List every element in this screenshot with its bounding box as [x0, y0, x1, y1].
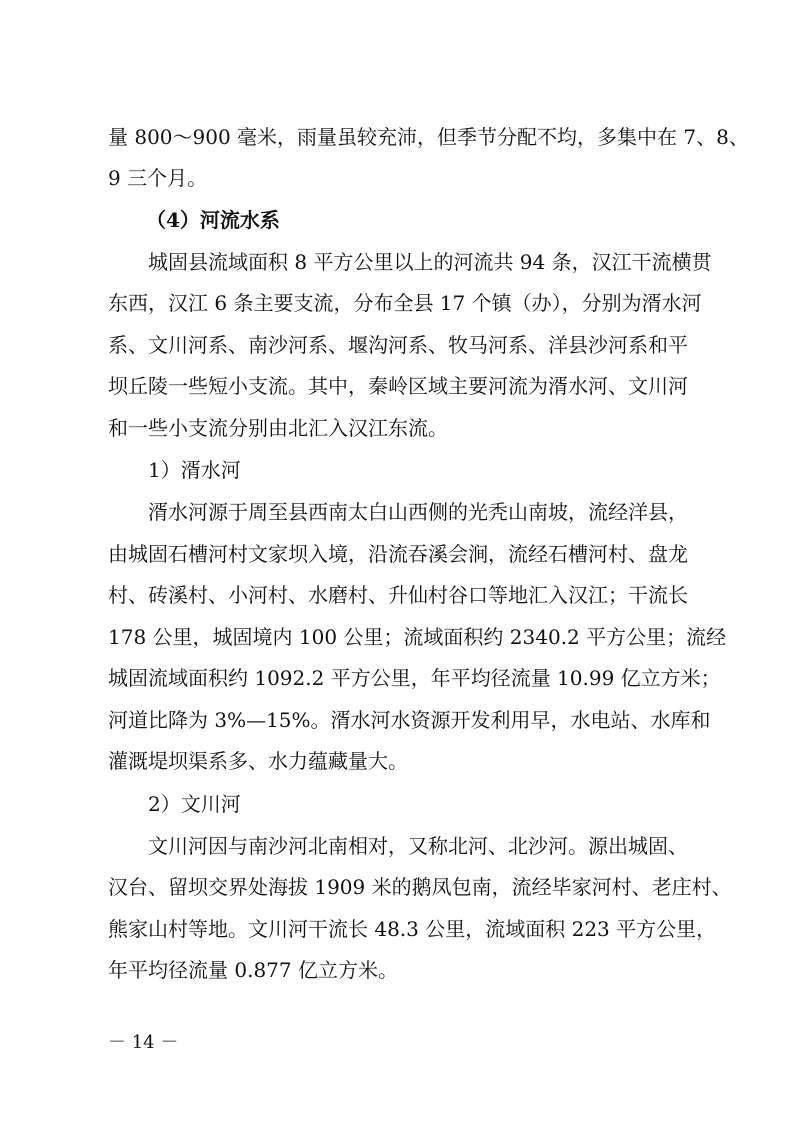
text-line: 178 公里，城固境内 100 公里；流域面积约 2340.2 平方公里；流经	[108, 625, 727, 649]
text-line: 文川河因与南沙河北南相对，又称北河、北沙河。源出城固、	[148, 834, 688, 858]
text-line: 9 三个月。	[108, 166, 208, 190]
text-line: 年平均径流量 0.877 亿立方米。	[108, 958, 398, 982]
subsection-heading: 1）湑水河	[148, 458, 241, 482]
text-line: 熊家山村等地。文川河干流长 48.3 公里，流域面积 223 平方公里，	[108, 917, 717, 941]
text-line: 灌溉堤坝渠系多、水力蕴藏量大。	[108, 749, 408, 773]
text-line: 城固县流域面积 8 平方公里以上的河流共 94 条，汉江干流横贯	[148, 250, 712, 274]
text-line: 坝丘陵一些短小支流。其中，秦岭区域主要河流为湑水河、文川河	[108, 374, 688, 398]
text-line: 东西，汉江 6 条主要支流，分布全县 17 个镇（办），分别为湑水河	[108, 291, 702, 315]
text-line: 河道比降为 3%—15%。湑水河水资源开发利用早，水电站、水库和	[108, 708, 711, 732]
text-line: 汉台、留坝交界处海拔 1909 米的鹅凤包南，流经毕家河村、老庄村、	[108, 875, 732, 899]
text-line: 村、砖溪村、小河村、水磨村、升仙村谷口等地汇入汉江；干流长	[108, 583, 688, 607]
text-line: 由城固石槽河村文家坝入境，沿流吞溪会涧，流经石槽河村、盘龙	[108, 542, 688, 566]
text-line: 和一些小支流分别由北汇入汉江东流。	[108, 416, 448, 440]
text-line: 城固流域面积约 1092.2 平方公里，年平均径流量 10.99 亿立方米；	[108, 666, 721, 690]
text-line: 湑水河源于周至县西南太白山西侧的光秃山南坡，流经洋县，	[148, 500, 688, 524]
text-line: 量 800～900 毫米，雨量虽较充沛，但季节分配不均，多集中在 7、8、	[108, 125, 749, 149]
page-number: － 14 －	[108, 1032, 179, 1053]
section-heading: （4）河流水系	[146, 208, 280, 232]
subsection-heading: 2）文川河	[148, 792, 241, 816]
text-line: 系、文川河系、南沙河系、堰沟河系、牧马河系、洋县沙河系和平	[108, 333, 688, 357]
